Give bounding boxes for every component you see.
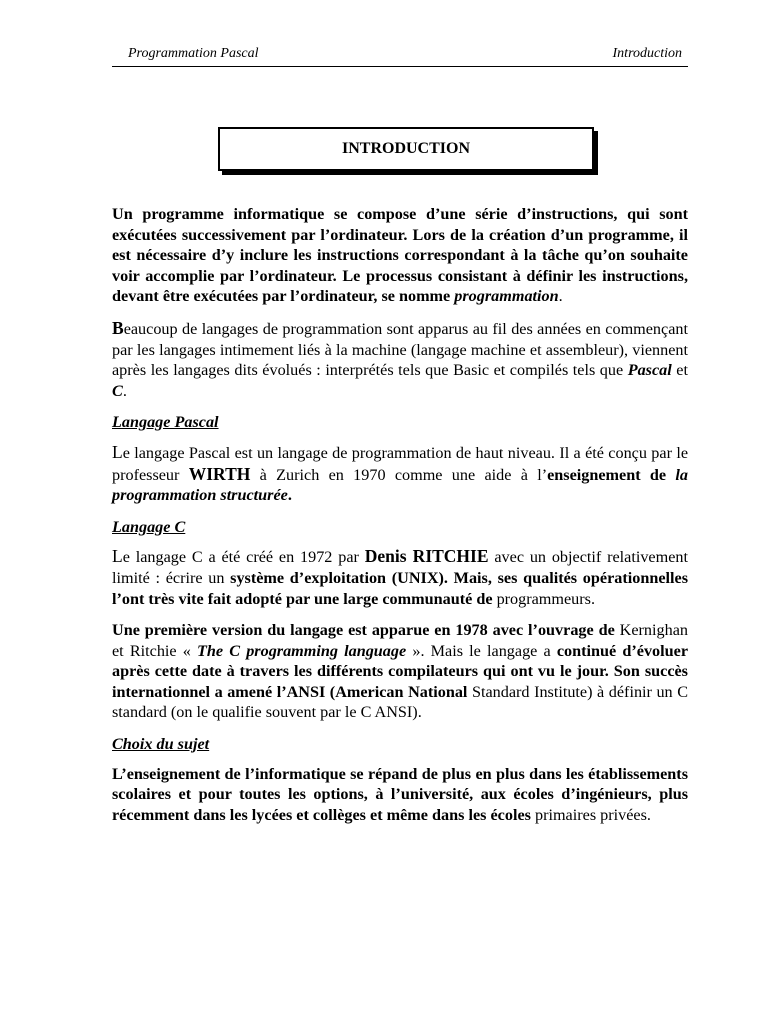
c-paragraph-1 bbox=[112, 546, 688, 609]
c-text-1: e langage C a été créé en 1972 par bbox=[122, 548, 365, 567]
pascal-term: la programmation structurée bbox=[112, 465, 689, 505]
c-bold-1: système d’exploitation (UNIX). Mais, ses qualités opérationnelles l’ont très vite fait adopté par une large communauté de bbox=[112, 568, 688, 608]
c-name: Denis RITCHIE bbox=[364, 546, 489, 567]
c-p2-bold-1: Une première version du langage est apparue en 1978 avec l’ouvrage de bbox=[112, 621, 615, 640]
header-left: Programmation Pascal bbox=[128, 46, 259, 61]
intro-p1-text: Un programme informatique se compose d’une série d’instructions, qui sont exécutées successivement par l’ordinateur. Lors de la création d’un programme, il est nécessaire d’y inclure les instructions correspondant à la tâche qu’on souhaite voir accomplie par l’ordinateur. Le processus consistant à définir les instructions, devant être exécutées par l’ordinateur, se nomme bbox=[112, 205, 688, 306]
pascal-text-1: e langage Pascal est un langage de programmation de haut niveau. Il a été conçu par le professeur bbox=[112, 443, 688, 484]
c-p2-bold-2: continué d’évoluer après cette date à travers les différents compilateurs qui ont vu le jour. Son succès internationnel a amené l’ANSI (American National bbox=[112, 641, 689, 701]
c-text-2: avec un objectif relativement limité : écrire un bbox=[112, 548, 688, 587]
c-paragraph-2 bbox=[112, 620, 688, 723]
c-p2-book: The C programming language bbox=[197, 641, 407, 660]
c-initial: L bbox=[112, 546, 123, 567]
pascal-initial: L bbox=[112, 441, 123, 462]
intro-p2-c: C bbox=[112, 381, 123, 400]
choix-bold-1: L’enseignement de l’informatique se répand de plus en plus dans les établissements scolaires et pour toutes les options, à l’université, aux écoles d’ingénieurs, plus récemment dans les lycées et collèges et même dans les écoles bbox=[112, 764, 688, 824]
intro-p2-initial: B bbox=[112, 317, 124, 338]
section-heading-pascal: Langage Pascal bbox=[112, 413, 219, 432]
header-right: Introduction bbox=[612, 46, 682, 61]
pascal-text-2: à Zurich en 1970 comme une aide à l’ bbox=[250, 465, 548, 484]
intro-paragraph-2 bbox=[112, 318, 688, 401]
section-heading-c: Langage C bbox=[112, 517, 186, 536]
pascal-end: . bbox=[287, 486, 292, 505]
intro-p2-pascal: Pascal bbox=[627, 361, 672, 380]
page-title: INTRODUCTION bbox=[341, 140, 470, 157]
intro-p2-et: et bbox=[671, 361, 688, 380]
c-p2-text-2: ». Mais le langage a bbox=[406, 641, 557, 660]
intro-p2-end: . bbox=[122, 381, 127, 400]
pascal-name: WIRTH bbox=[188, 463, 251, 484]
intro-paragraph-1 bbox=[112, 204, 688, 307]
title-box bbox=[218, 127, 594, 171]
choix-text-1: primaires privées. bbox=[530, 805, 651, 824]
section-heading-choix: Choix du sujet bbox=[112, 735, 210, 754]
intro-p2-text: eaucoup de langages de programmation sont apparus au fil des années en commençant par les langages intimement liés à la machine (langage machine et assembleur), viennent après les langages dits évolués : interprétés tels que Basic et compilés tels que bbox=[112, 319, 688, 380]
intro-p1-term: programmation bbox=[454, 287, 559, 306]
pascal-bold-1: enseignement de bbox=[547, 465, 676, 484]
running-header bbox=[112, 46, 688, 67]
c-p2-text-3: Standard Institute) à définir un C standard (on le qualifie souvent par le C ANSI). bbox=[112, 682, 688, 722]
c-p2-text-1: Kernighan et Ritchie « bbox=[112, 621, 688, 660]
document-body bbox=[112, 204, 688, 836]
pascal-paragraph bbox=[112, 442, 688, 506]
intro-p1-end: . bbox=[558, 287, 563, 306]
c-text-3: programmeurs. bbox=[492, 589, 596, 608]
choix-paragraph bbox=[112, 764, 688, 826]
